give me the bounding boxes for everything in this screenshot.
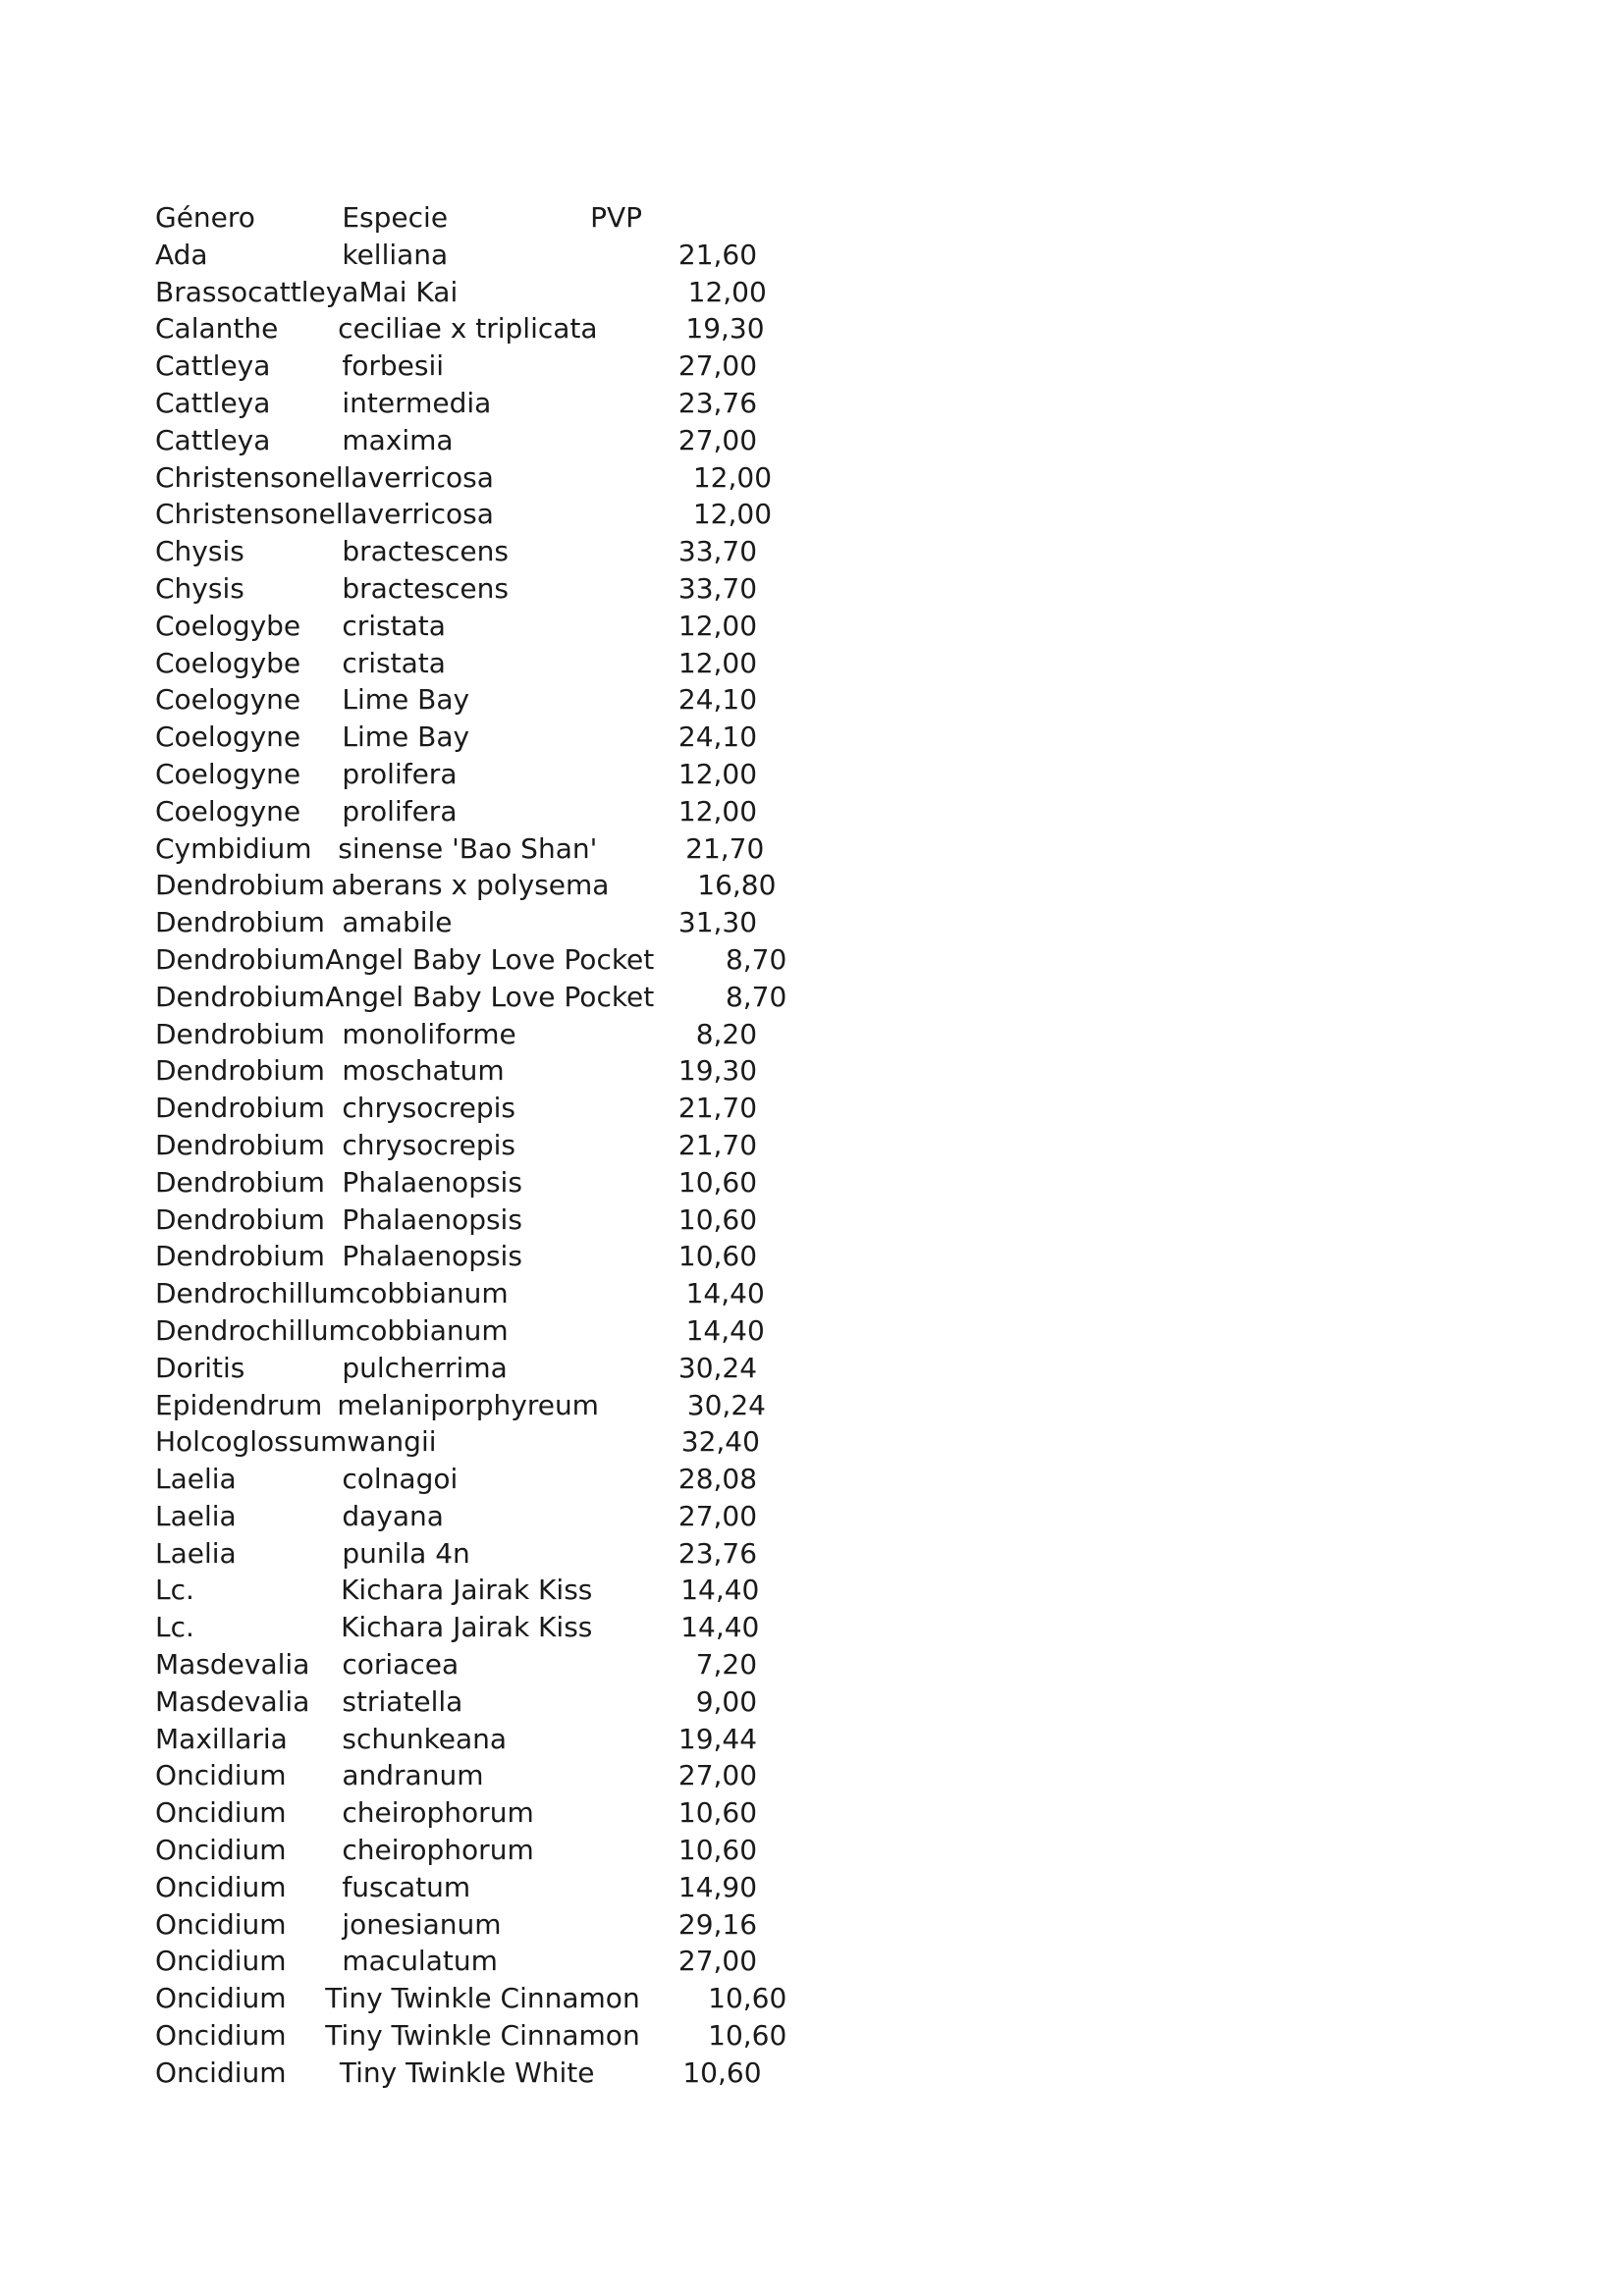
cell-genus: Coelogyne	[155, 794, 301, 828]
cell-price	[590, 719, 921, 756]
cell-species: Lime Bay	[342, 683, 470, 717]
cell-species: forbesii	[342, 349, 445, 383]
table-row	[155, 1312, 921, 1350]
cell-genus: Chysis	[155, 535, 244, 568]
cell-species: punila 4n	[342, 1536, 470, 1570]
cell-genus: Dendrobium	[155, 906, 325, 939]
table-row	[155, 1201, 921, 1239]
cell-genus: Oncidium	[155, 1870, 287, 1903]
cell-price	[605, 459, 921, 497]
cell-price	[590, 1906, 921, 1944]
cell-genus: Masdevalia	[155, 1648, 310, 1682]
table-row	[155, 1906, 921, 1944]
cell-species: Tiny Twinkle Cinnamon	[325, 1982, 640, 2015]
table-row	[155, 681, 921, 719]
table-row	[155, 422, 921, 459]
cell-price	[590, 1943, 921, 1980]
cell-species: Phalaenopsis	[342, 1202, 522, 1236]
price-list-table	[155, 199, 921, 2092]
cell-price	[592, 1609, 921, 1646]
table-row	[155, 459, 921, 497]
price-value: 14,40	[680, 1574, 760, 1607]
cell-price	[590, 1535, 921, 1573]
price-value: 10,60	[682, 2056, 762, 2089]
price-value: 10,60	[708, 1982, 787, 2015]
price-value: 9,00	[695, 1684, 758, 1718]
table-row	[155, 1016, 921, 1053]
cell-price	[599, 1387, 921, 1424]
cell-genus: Dendrobium	[155, 1240, 325, 1273]
cell-species: Kichara Jairak Kiss	[341, 1574, 593, 1607]
cell-price	[590, 1052, 921, 1090]
cell-price	[590, 645, 921, 682]
table-row	[155, 904, 921, 941]
table-row	[155, 830, 921, 868]
price-value: 12,00	[687, 275, 767, 308]
table-row	[155, 2017, 921, 2055]
cell-genus: Oncidium	[155, 1796, 287, 1830]
price-value: 16,80	[697, 869, 777, 902]
cell-price	[590, 1721, 921, 1758]
table-row	[155, 1832, 921, 1869]
cell-price	[598, 1312, 921, 1350]
cell-price	[590, 1757, 921, 1794]
header-genus: Género	[155, 201, 255, 234]
cell-price	[590, 608, 921, 645]
cell-genus: Coelogyne	[155, 721, 301, 754]
price-value: 28,08	[677, 1463, 758, 1496]
cell-price	[590, 1127, 921, 1164]
cell-species: Kichara Jairak Kiss	[341, 1611, 593, 1644]
table-row	[155, 1498, 921, 1535]
cell-genus: Ada	[155, 238, 208, 271]
cell-species: kelliana	[342, 238, 449, 271]
cell-price	[590, 1164, 921, 1201]
table-row	[155, 274, 921, 311]
cell-price	[590, 533, 921, 570]
table-row	[155, 793, 921, 830]
cell-species: cobbianum	[354, 1277, 509, 1310]
table-row	[155, 1572, 921, 1609]
cell-genus: Lc.	[155, 1611, 194, 1644]
cell-species: chrysocrepis	[342, 1128, 515, 1161]
table-row	[155, 1461, 921, 1498]
cell-genus: Laelia	[155, 1463, 237, 1496]
cell-species: Angel Baby Love Pocket	[325, 942, 655, 976]
price-value: 14,40	[685, 1277, 765, 1310]
cell-price	[620, 979, 921, 1016]
cell-genus: Holcoglossum	[155, 1425, 348, 1459]
price-value: 27,00	[677, 1945, 758, 1978]
table-row	[155, 1869, 921, 1906]
cell-price	[620, 1980, 921, 2017]
table-row	[155, 941, 921, 979]
table-row	[155, 1757, 921, 1794]
cell-genus: Laelia	[155, 1499, 237, 1532]
cell-price	[590, 385, 921, 422]
cell-species: moschatum	[342, 1054, 505, 1088]
price-value: 27,00	[677, 1499, 758, 1532]
cell-price	[620, 941, 921, 979]
price-value: 19,44	[677, 1722, 758, 1755]
cell-genus: Oncidium	[155, 1907, 287, 1941]
table-row	[155, 310, 921, 347]
cell-species: striatella	[342, 1684, 463, 1718]
cell-species: cobbianum	[354, 1313, 509, 1347]
cell-genus: Dendrobium	[155, 1202, 325, 1236]
cell-price	[600, 274, 921, 311]
table-row	[155, 1350, 921, 1387]
table-row	[155, 1980, 921, 2017]
cell-genus: Laelia	[155, 1536, 237, 1570]
cell-price	[590, 1238, 921, 1275]
cell-species: ceciliae x triplicata	[338, 312, 598, 346]
table-row	[155, 1683, 921, 1721]
header-price	[590, 199, 921, 237]
cell-genus: Oncidium	[155, 1982, 287, 2015]
header-species: Especie	[342, 201, 449, 234]
table-row	[155, 533, 921, 570]
price-value: 10,60	[677, 1165, 758, 1199]
cell-genus: Dendrobium	[155, 1165, 325, 1199]
cell-species: colnagoi	[342, 1463, 459, 1496]
table-row	[155, 1052, 921, 1090]
cell-price	[590, 1498, 921, 1535]
table-row	[155, 1387, 921, 1424]
cell-genus: Dendrochillum	[155, 1277, 355, 1310]
table-row	[155, 1423, 921, 1461]
cell-price	[592, 1572, 921, 1609]
header-price-label: PVP	[590, 201, 642, 234]
table-row	[155, 867, 921, 904]
cell-genus: Chysis	[155, 571, 244, 605]
cell-genus: Coelogybe	[155, 646, 301, 679]
price-value: 12,00	[677, 757, 758, 790]
cell-price	[590, 793, 921, 830]
cell-genus: Cattleya	[155, 423, 271, 456]
cell-price	[598, 310, 921, 347]
cell-price	[590, 237, 921, 274]
cell-species: Tiny Twinkle White	[339, 2056, 595, 2089]
table-row	[155, 1609, 921, 1646]
cell-species: cheirophorum	[342, 1834, 534, 1867]
price-value: 21,60	[677, 238, 758, 271]
cell-genus: Oncidium	[155, 1759, 287, 1792]
cell-price	[590, 1832, 921, 1869]
price-value: 12,00	[677, 646, 758, 679]
cell-species: bractescens	[342, 535, 509, 568]
cell-species: verricosa	[367, 460, 494, 494]
cell-genus: Christensonella	[155, 498, 368, 531]
price-value: 27,00	[677, 349, 758, 383]
cell-genus: Epidendrum	[155, 1388, 323, 1421]
cell-genus: Lc.	[155, 1574, 194, 1607]
cell-price	[590, 1646, 921, 1683]
table-row	[155, 1275, 921, 1312]
cell-genus: Dendrobium	[155, 869, 325, 902]
price-value: 10,60	[677, 1796, 758, 1830]
cell-price	[593, 1423, 921, 1461]
cell-species: melaniporphyreum	[337, 1388, 599, 1421]
cell-species: prolifera	[342, 794, 458, 828]
price-value: 23,76	[677, 1536, 758, 1570]
cell-price	[590, 1794, 921, 1832]
price-value: 12,00	[692, 460, 773, 494]
cell-species: Angel Baby Love Pocket	[325, 980, 655, 1013]
price-value: 8,70	[725, 942, 787, 976]
price-value: 14,90	[677, 1870, 758, 1903]
price-value: 10,60	[708, 2019, 787, 2053]
cell-genus: Masdevalia	[155, 1684, 310, 1718]
cell-species: cheirophorum	[342, 1796, 534, 1830]
cell-species: amabile	[342, 906, 453, 939]
table-header-row	[155, 199, 921, 237]
cell-price	[590, 904, 921, 941]
price-value: 27,00	[677, 1759, 758, 1792]
price-value: 14,40	[680, 1611, 760, 1644]
cell-price	[590, 756, 921, 793]
table-row	[155, 1090, 921, 1127]
cell-genus: Calanthe	[155, 312, 279, 346]
cell-price	[590, 1461, 921, 1498]
price-value: 10,60	[677, 1202, 758, 1236]
cell-genus: Maxillaria	[155, 1722, 288, 1755]
table-row	[155, 1238, 921, 1275]
cell-price	[590, 1350, 921, 1387]
cell-genus: Coelogyne	[155, 683, 301, 717]
cell-species: bractescens	[342, 571, 509, 605]
cell-species: schunkeana	[342, 1722, 508, 1755]
price-value: 8,20	[695, 1017, 758, 1050]
cell-price	[590, 422, 921, 459]
cell-genus: Oncidium	[155, 1834, 287, 1867]
price-value: 33,70	[677, 535, 758, 568]
cell-genus: Coelogybe	[155, 609, 301, 642]
cell-genus: Dendrochillum	[155, 1313, 355, 1347]
cell-species: maculatum	[342, 1945, 498, 1978]
table-row	[155, 1794, 921, 1832]
cell-price	[590, 570, 921, 608]
price-value: 32,40	[680, 1425, 760, 1459]
cell-species: monoliforme	[342, 1017, 516, 1050]
cell-species: verricosa	[367, 498, 494, 531]
price-value: 24,10	[677, 721, 758, 754]
cell-species: Phalaenopsis	[342, 1240, 522, 1273]
table-row	[155, 2055, 921, 2092]
price-value: 30,24	[677, 1351, 758, 1384]
table-row	[155, 756, 921, 793]
cell-price	[597, 830, 921, 868]
table-row	[155, 385, 921, 422]
table-row	[155, 1943, 921, 1980]
price-value: 19,30	[685, 312, 765, 346]
table-row	[155, 347, 921, 385]
cell-genus: Oncidium	[155, 1945, 287, 1978]
table-row	[155, 1127, 921, 1164]
table-row	[155, 979, 921, 1016]
cell-genus: Cymbidium	[155, 831, 312, 865]
price-value: 12,00	[692, 498, 773, 531]
cell-genus: Brassocattleya	[155, 275, 359, 308]
price-value: 33,70	[677, 571, 758, 605]
cell-genus: Dendrobium	[155, 1128, 325, 1161]
cell-species: Lime Bay	[342, 721, 470, 754]
price-value: 12,00	[677, 609, 758, 642]
cell-genus: Dendrobium	[155, 1054, 325, 1088]
cell-genus: Christensonella	[155, 460, 368, 494]
price-value: 29,16	[677, 1907, 758, 1941]
price-value: 7,20	[695, 1648, 758, 1682]
cell-species: andranum	[342, 1759, 484, 1792]
cell-price	[598, 1275, 921, 1312]
cell-species: wangii	[347, 1425, 437, 1459]
table-row	[155, 1535, 921, 1573]
cell-species: Mai Kai	[358, 275, 459, 308]
cell-genus: Dendrobium	[155, 1017, 325, 1050]
price-value: 23,76	[677, 386, 758, 419]
cell-price	[590, 1090, 921, 1127]
cell-genus: Oncidium	[155, 2019, 287, 2053]
cell-species: jonesianum	[342, 1907, 502, 1941]
price-value: 19,30	[677, 1054, 758, 1088]
table-row	[155, 608, 921, 645]
cell-genus: Dendrobium	[155, 1092, 325, 1125]
price-value: 8,70	[725, 980, 787, 1013]
cell-genus: Oncidium	[155, 2056, 287, 2089]
price-value: 21,70	[677, 1092, 758, 1125]
cell-price	[590, 347, 921, 385]
cell-price	[595, 2055, 921, 2092]
cell-price	[590, 1683, 921, 1721]
cell-species: prolifera	[342, 757, 458, 790]
table-body	[155, 237, 921, 2092]
cell-species: Phalaenopsis	[342, 1165, 522, 1199]
price-value: 30,24	[686, 1388, 766, 1421]
table-row	[155, 570, 921, 608]
cell-price	[620, 2017, 921, 2055]
cell-genus: Dendrobium	[155, 942, 325, 976]
price-value: 10,60	[677, 1834, 758, 1867]
cell-genus: Doritis	[155, 1351, 245, 1384]
cell-price	[590, 1201, 921, 1239]
cell-species: aberans x polysema	[331, 869, 610, 902]
cell-price	[609, 867, 921, 904]
price-value: 27,00	[677, 423, 758, 456]
price-value: 21,70	[677, 1128, 758, 1161]
cell-genus: Dendrobium	[155, 980, 325, 1013]
cell-genus: Coelogyne	[155, 757, 301, 790]
cell-species: maxima	[342, 423, 454, 456]
cell-genus: Cattleya	[155, 349, 271, 383]
cell-price	[605, 496, 921, 533]
cell-species: pulcherrima	[342, 1351, 508, 1384]
cell-price	[590, 1016, 921, 1053]
table-row	[155, 1721, 921, 1758]
price-value: 14,40	[685, 1313, 765, 1347]
cell-price	[590, 681, 921, 719]
cell-price	[590, 1869, 921, 1906]
price-value: 24,10	[677, 683, 758, 717]
table-row	[155, 719, 921, 756]
table-row	[155, 645, 921, 682]
cell-species: cristata	[342, 646, 446, 679]
price-value: 21,70	[685, 831, 765, 865]
table-row	[155, 496, 921, 533]
price-value: 12,00	[677, 794, 758, 828]
cell-species: fuscatum	[342, 1870, 471, 1903]
table-row	[155, 237, 921, 274]
price-value: 10,60	[677, 1240, 758, 1273]
cell-species: sinense 'Bao Shan'	[338, 831, 598, 865]
price-value: 31,30	[677, 906, 758, 939]
cell-species: intermedia	[342, 386, 492, 419]
cell-species: chrysocrepis	[342, 1092, 515, 1125]
cell-genus: Cattleya	[155, 386, 271, 419]
cell-species: coriacea	[342, 1648, 460, 1682]
cell-species: Tiny Twinkle Cinnamon	[325, 2019, 640, 2053]
table-row	[155, 1646, 921, 1683]
table-row	[155, 1164, 921, 1201]
cell-species: cristata	[342, 609, 446, 642]
cell-species: dayana	[342, 1499, 444, 1532]
